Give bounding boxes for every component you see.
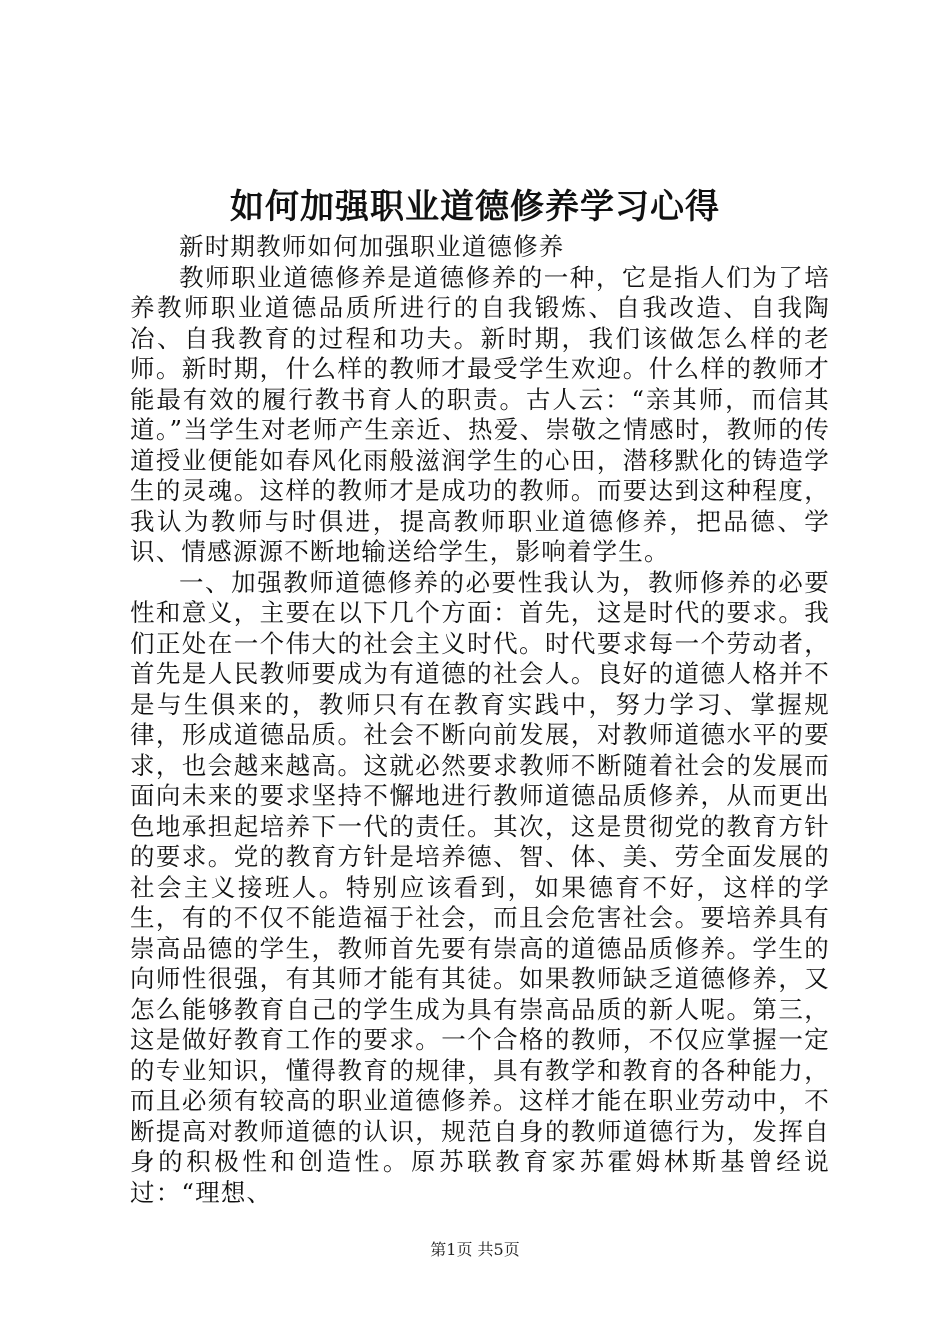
- document-title: 如何加强职业道德修养学习心得: [230, 187, 720, 227]
- subtitle-paragraph: 新时期教师如何加强职业道德修养: [179, 232, 565, 261]
- body-paragraph: 一、加强教师道德修养的必要性我认为，教师修养的必要性和意义，主要在以下几个方面：首先，这是时代的要求。我们正处在一个伟大的社会主义时代。时代要求每一个劳动者，首先是人民教师要成为有道德的社会人。良好的道德人格并不是与生俱来的，教师只有在教育实践中，努力学习、掌握规律，形成道德品质。社会不断向前发展，对教师道德水平的要求，也会越来越高。这就必然要求教师不断随着社会的发展而面向未来的要求坚持不懈地进行教师道德品质修养，从而更出色地承担起培养下一代的责任。其次，这是贯彻党的教育方针的要求。党的教育方针是培养德、智、体、美、劳全面发展的社会主义接班人。特别应该看到，如果德育不好，这样的学生，有的不仅不能造福于社会，而且会危害社会。要培养具有崇高品德的学生，教师首先要有崇高的道德品质修养。学生的向师性很强，有其师才能有其徒。如果教师缺乏道德修养，又怎么能够教育自己的学生成为具有崇高品质的新人呢。第三，这是做好教育工作的要求。一个合格的教师，不仅应掌握一定的专业知识，懂得教育的规律，具有教学和教育的各种能力，而且必须有较高的职业道德修养。这样才能在职业劳动中，不断提高对教师道德的认识，规范自身的教师道德行为，发挥自身的积极性和创造性。原苏联教育家苏霍姆林斯基曾经说过：“理想、: [130, 567, 830, 1207]
- body-paragraph: 教师职业道德修养是道德修养的一种，它是指人们为了培养教师职业道德品质所进行的自我锻炼、自我改造、自我陶冶、自我教育的过程和功夫。新时期，我们该做怎么样的老师。新时期，什么样的教师才最受学生欢迎。什么样的教师才能最有效的履行教书育人的职责。古人云：“亲其师，而信其道。”当学生对老师产生亲近、热爱、崇敬之情感时，教师的传道授业便能如春风化雨般滋润学生的心田，潜移默化的铸造学生的灵魂。这样的教师才是成功的教师。而要达到这种程度，我认为教师与时俱进，提高教师职业道德修养，把品德、学识、情感源源不断地输送给学生，影响着学生。: [130, 262, 830, 566]
- page-number-footer: 第1页 共5页: [430, 1240, 520, 1259]
- document-body: [130, 232, 830, 1208]
